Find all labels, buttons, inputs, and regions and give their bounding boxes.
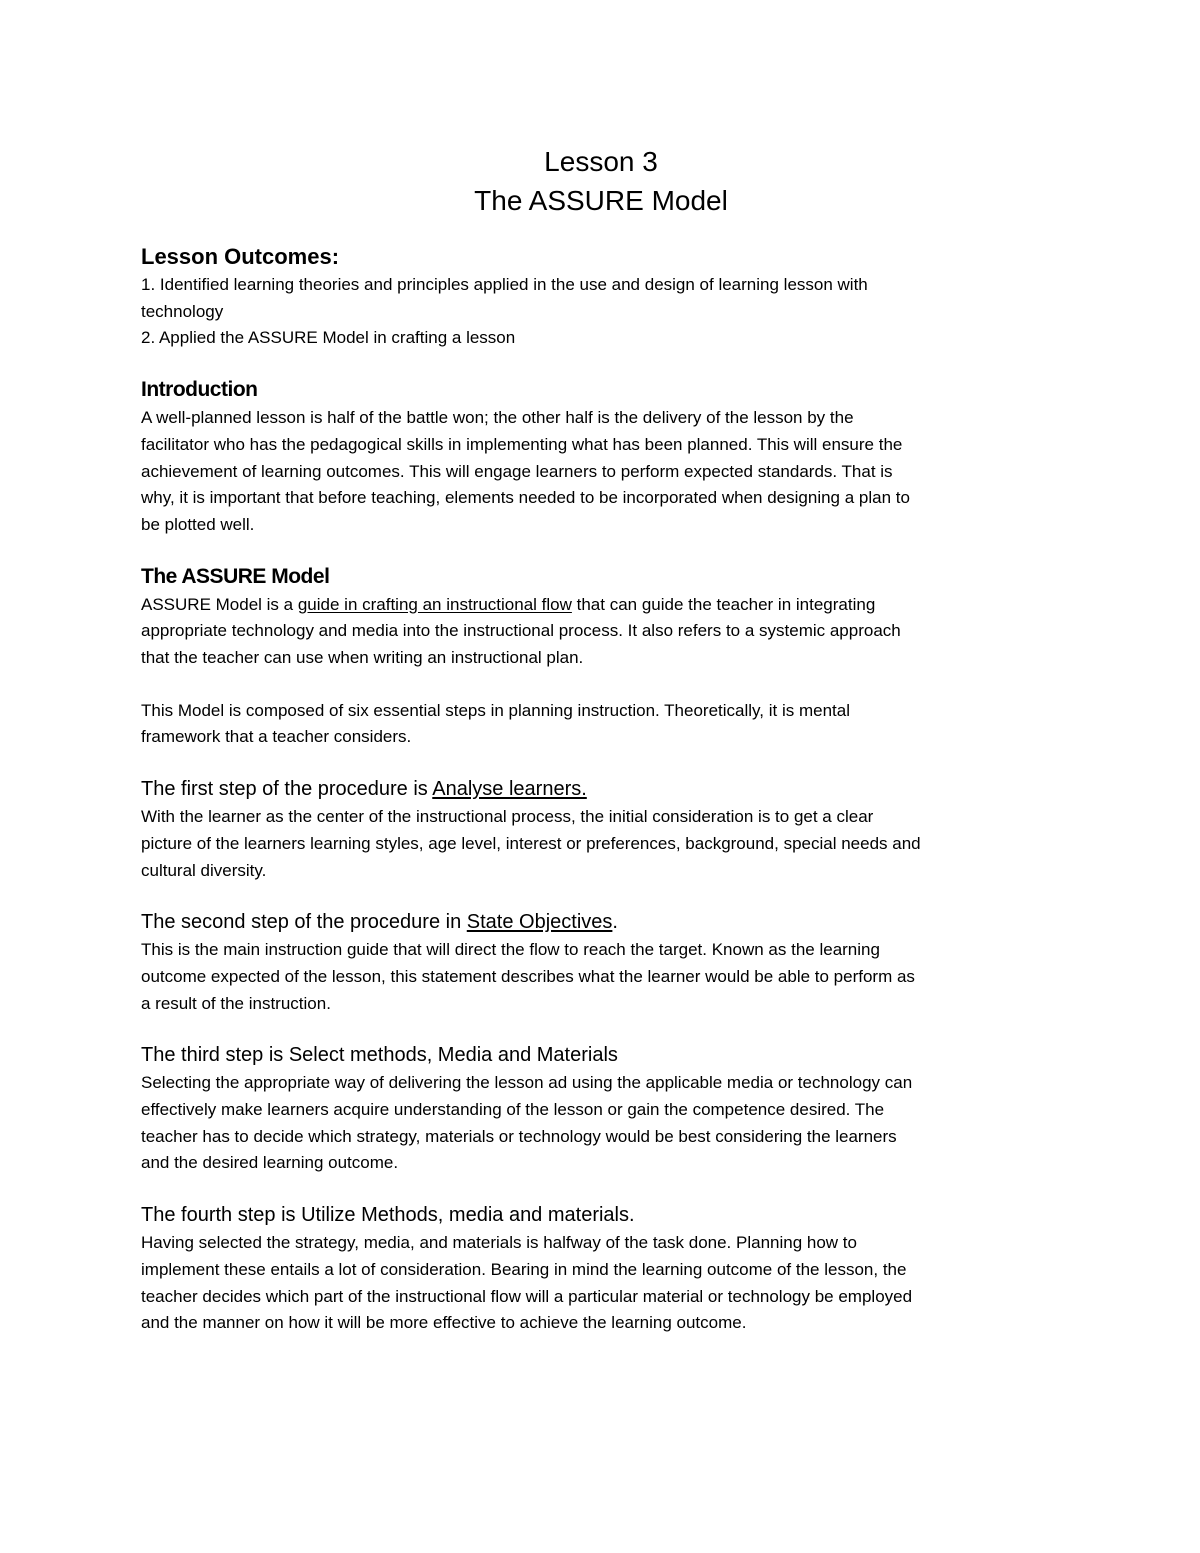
step2-paragraph: [141, 937, 1061, 1017]
paragraph-line: teacher has to decide which strategy, materials or technology would be best considering the learners: [141, 1126, 897, 1146]
spacer: [141, 539, 1061, 562]
paragraph-line: This Model is composed of six essential steps in planning instruction. Theoretically, it is mental: [141, 700, 850, 720]
underlined-phrase: guide in crafting an instructional flow: [297, 594, 572, 614]
step1-heading: [141, 774, 1061, 804]
paragraph-line: why, it is important that before teaching, elements needed to be incorporated when designing a plan to: [141, 488, 910, 508]
spacer: [141, 1177, 1061, 1200]
step1-paragraph: [141, 804, 1061, 884]
paragraph-line: cultural diversity.: [141, 860, 267, 880]
paragraph-line: Having selected the strategy, media, and materials is halfway of the task done. Planning how to: [141, 1233, 857, 1253]
paragraph-line: be plotted well.: [141, 514, 255, 534]
text-run: The first step of the procedure is: [141, 778, 433, 801]
spacer: [141, 884, 1061, 907]
assure-paragraph-2: [141, 698, 1061, 751]
title-block: [141, 142, 1061, 220]
spacer: [141, 1017, 1061, 1040]
paragraph-line: achievement of learning outcomes. This will engage learners to perform expected standards. That is: [141, 461, 893, 481]
outcomes-list: [141, 272, 1061, 352]
paragraph-line: outcome expected of the lesson, this statement describes what the learner would be able to perform as: [141, 966, 915, 986]
paragraph-line: [141, 592, 1061, 619]
step4-heading: The fourth step is Utilize Methods, media and materials.: [141, 1204, 635, 1227]
text-run: ASSURE Model is a: [141, 594, 298, 614]
paragraph-line: and the manner on how it will be more effective to achieve the learning outcome.: [141, 1313, 747, 1333]
step3-heading: The third step is Select methods, Media and Materials: [141, 1044, 618, 1067]
paragraph-line: teacher decides which part of the instructional flow will a particular material or technology be employed: [141, 1286, 913, 1306]
paragraph-line: With the learner as the center of the instructional process, the initial consideration is to get a clear: [141, 807, 874, 827]
text-run: that can guide the teacher in integrating: [571, 594, 876, 614]
underlined-phrase: State Objectives: [466, 911, 613, 934]
paragraph-line: a result of the instruction.: [141, 993, 331, 1013]
text-run: .: [612, 911, 618, 934]
assure-heading: The ASSURE Model: [141, 564, 330, 588]
paragraph-line: picture of the learners learning styles, age level, interest or preferences, background, special needs and: [141, 833, 921, 853]
paragraph-line: appropriate technology and media into the instructional process. It also refers to a systemic approach: [141, 621, 901, 641]
outcomes-heading: Lesson Outcomes:: [141, 244, 340, 269]
paragraph-line: facilitator who has the pedagogical skills in implementing what has been planned. This will ensure the: [141, 434, 903, 454]
paragraph-line: Selecting the appropriate way of delivering the lesson ad using the applicable media or technology can: [141, 1073, 913, 1093]
step3-paragraph: [141, 1070, 1061, 1177]
introduction-paragraph: [141, 405, 1061, 539]
outcome-line: 2. Applied the ASSURE Model in crafting a lesson: [141, 328, 516, 348]
paragraph-line: that the teacher can use when writing an instructional plan.: [141, 648, 584, 668]
step2-heading: [141, 907, 1061, 937]
paragraph-line: This is the main instruction guide that will direct the flow to reach the target. Known as the learning: [141, 940, 880, 960]
paragraph-line: and the desired learning outcome.: [141, 1153, 399, 1173]
text-run: The second step of the procedure in: [141, 911, 467, 934]
paragraph-line: A well-planned lesson is half of the battle won; the other half is the delivery of the lesson by the: [141, 408, 854, 428]
outcome-line: technology: [141, 301, 224, 321]
paragraph-line: framework that a teacher considers.: [141, 727, 412, 747]
lesson-number-title: Lesson 3: [544, 146, 658, 177]
step4-paragraph: [141, 1230, 1061, 1337]
underlined-phrase: Analyse learners.: [432, 778, 587, 801]
introduction-heading: Introduction: [141, 378, 258, 402]
spacer: [141, 672, 1061, 698]
spacer: [141, 352, 1061, 375]
assure-paragraph-1: [141, 592, 1061, 672]
outcome-line: 1. Identified learning theories and principles applied in the use and design of learning lesson with: [141, 275, 868, 294]
lesson-main-title: The ASSURE Model: [474, 185, 728, 216]
document-page: [141, 142, 1061, 1337]
paragraph-line: effectively make learners acquire understanding of the lesson or gain the competence desired. The: [141, 1100, 885, 1120]
paragraph-line: implement these entails a lot of consideration. Bearing in mind the learning outcome of the lesson, the: [141, 1259, 907, 1279]
spacer: [141, 751, 1061, 774]
